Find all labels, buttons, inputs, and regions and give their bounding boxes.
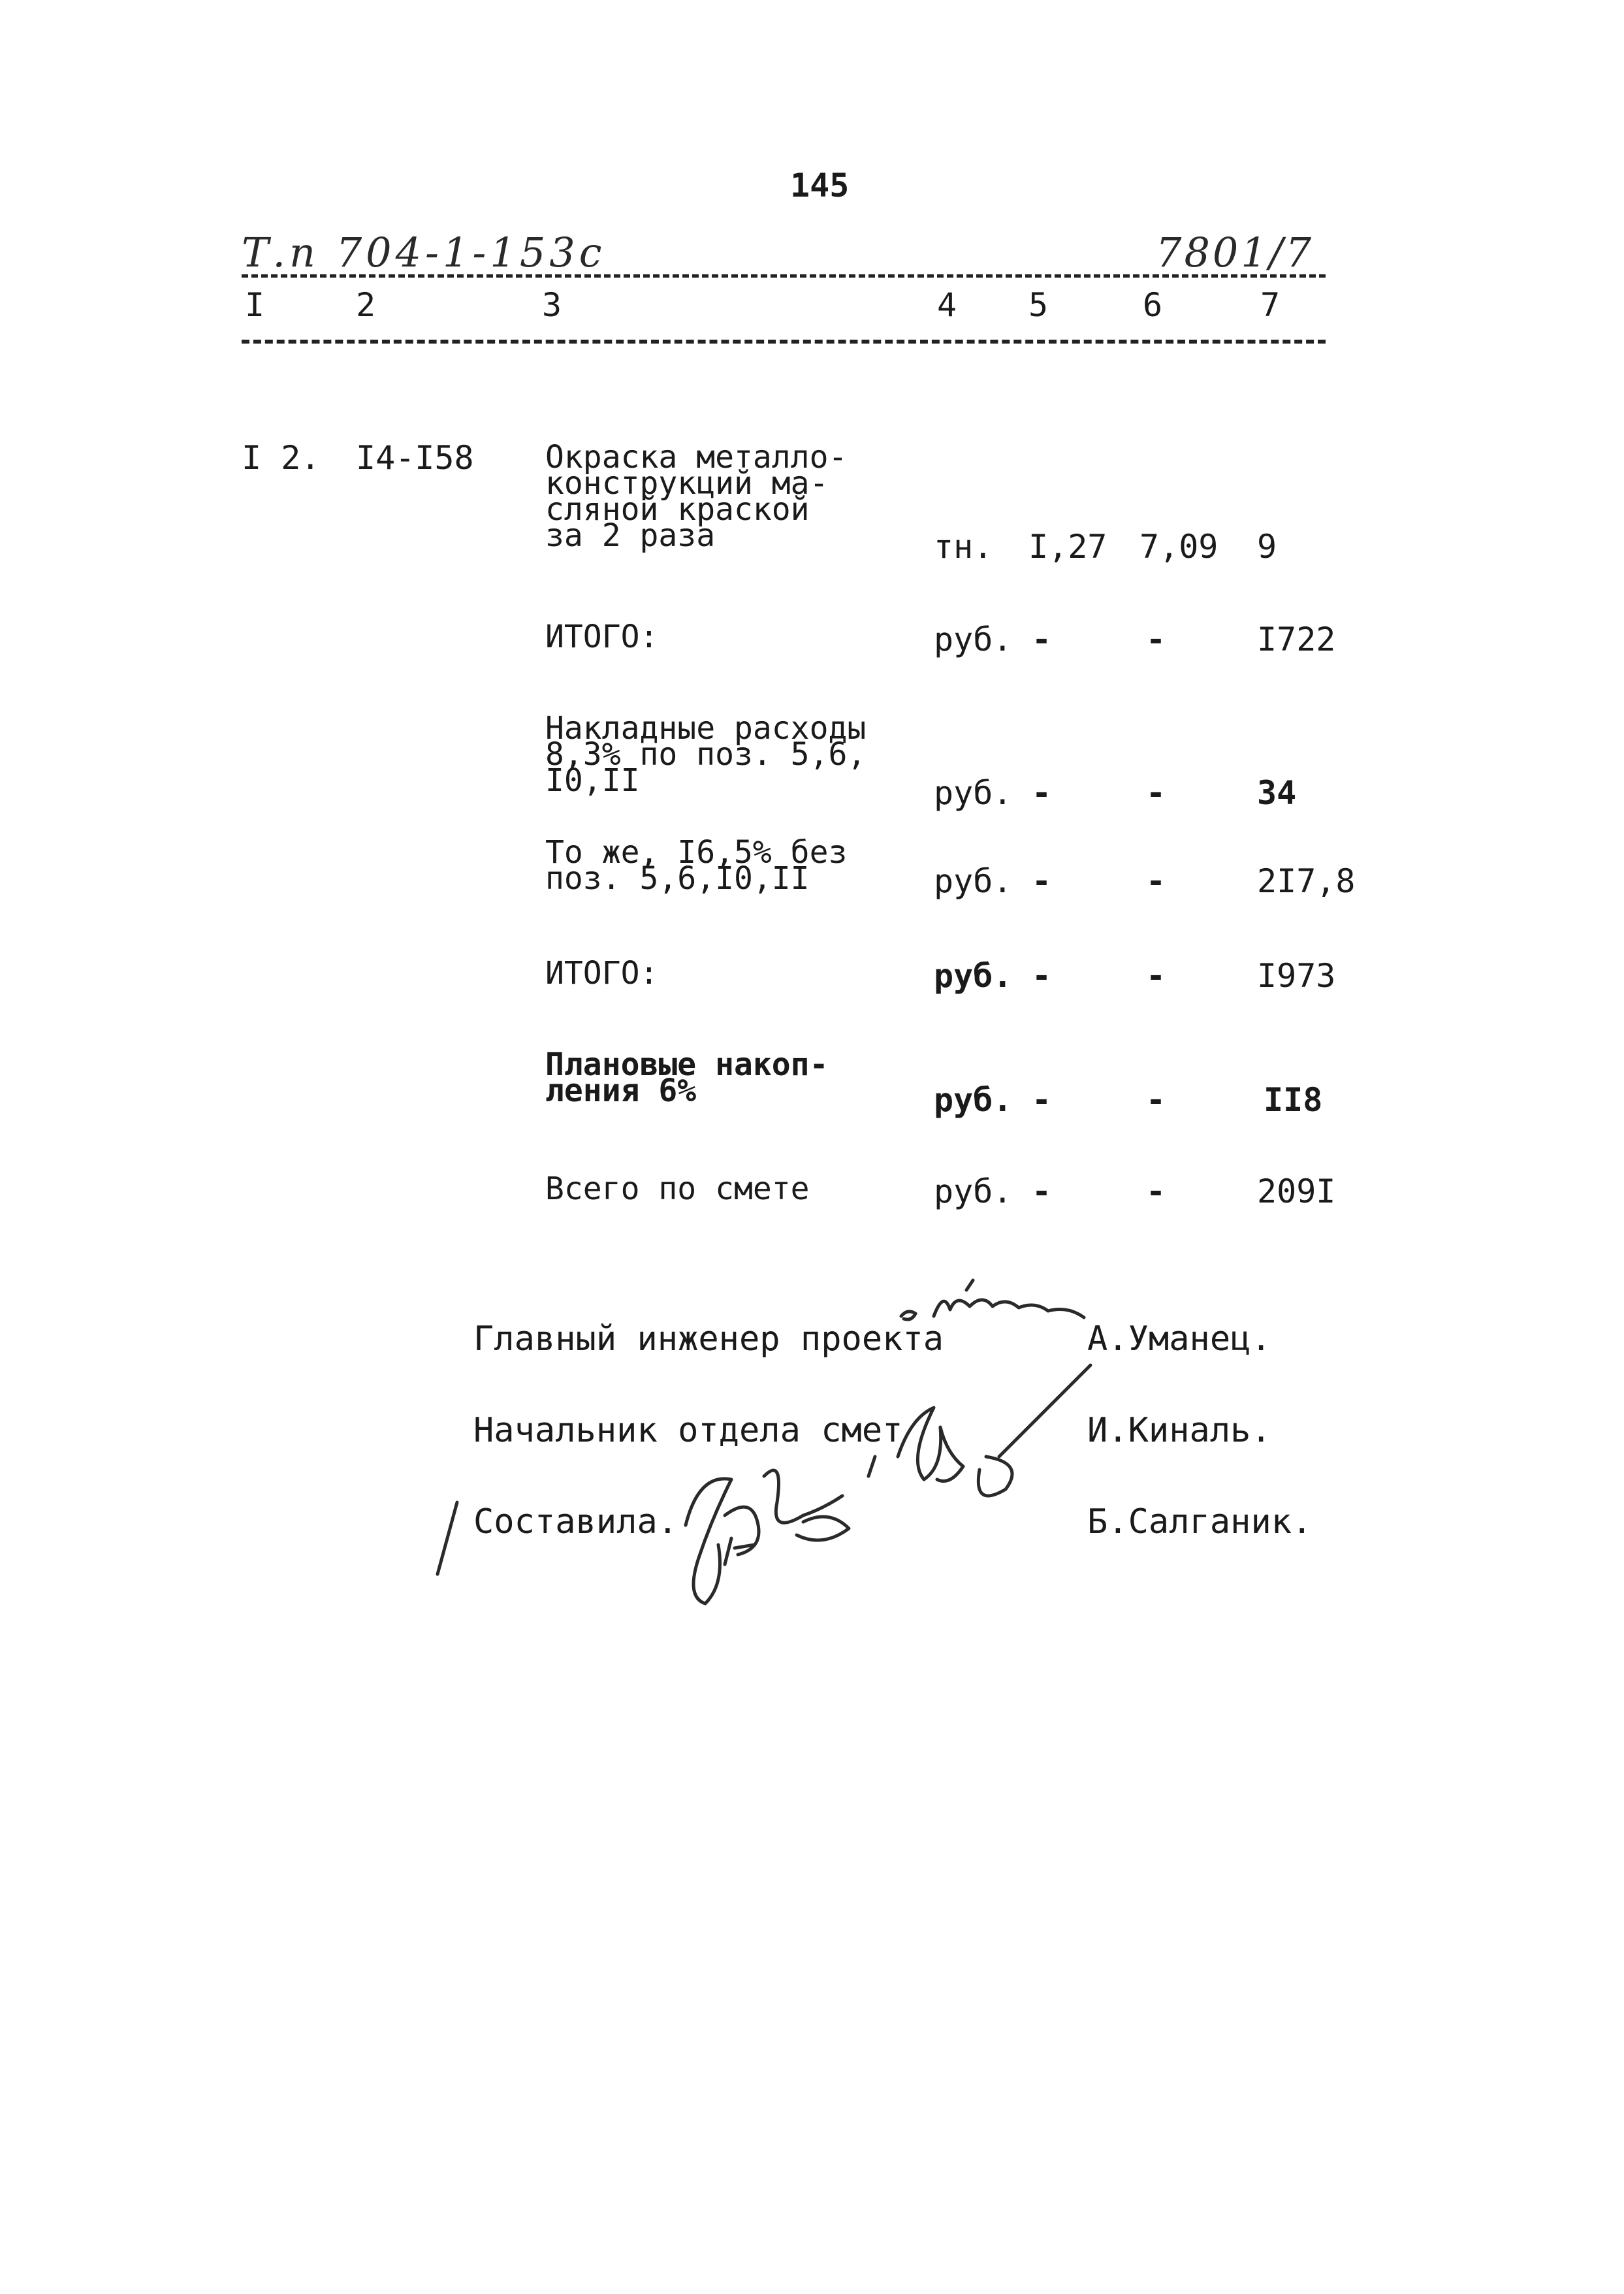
signature-name: Б.Салганик.: [1087, 1502, 1313, 1542]
summary-label: Накладные расходы: [545, 710, 867, 747]
summary-total: 34: [1257, 774, 1297, 812]
column-header-5: 5: [1028, 286, 1049, 324]
column-header-3: 3: [542, 286, 562, 324]
summary-label: поз. 5,6,I0,II: [545, 860, 810, 897]
signature-scribble-1: [901, 1280, 1084, 1319]
signature-role: Главный инженер проекта: [473, 1319, 944, 1359]
signature-role: Составила.: [473, 1502, 678, 1542]
summary-unit: руб.: [934, 621, 1013, 658]
entry-total: 9: [1257, 528, 1277, 566]
entry-description-line: за 2 раза: [545, 517, 716, 554]
signature-name: А.Уманец.: [1087, 1319, 1271, 1359]
summary-col5: -: [1032, 1081, 1052, 1119]
entry-description-line: конструкций ма-: [545, 465, 829, 502]
summary-col6: -: [1146, 1172, 1166, 1210]
summary-col6: -: [1146, 1081, 1166, 1119]
signature-scribble-3: [686, 1470, 849, 1604]
summary-total: II8: [1264, 1081, 1323, 1119]
column-header-1: I: [245, 286, 265, 324]
summary-col5: -: [1032, 774, 1052, 812]
summary-total: 2I7,8: [1257, 862, 1356, 900]
entry-code: I4-I58: [356, 439, 474, 477]
entry-description-line: Окраска металло-: [545, 439, 848, 476]
summary-unit: руб.: [934, 1172, 1013, 1210]
summary-label: ления 6%: [545, 1073, 697, 1109]
summary-label: ИТОГО:: [545, 619, 659, 655]
signature-role: Начальник отдела смет: [473, 1411, 903, 1450]
entry-description-line: сляной краской: [545, 491, 810, 528]
column-header-6: 6: [1143, 286, 1163, 324]
summary-col5: -: [1032, 957, 1052, 995]
summary-col5: -: [1032, 862, 1052, 900]
sheet-reference: 7801/7: [1156, 229, 1314, 276]
summary-col5: -: [1032, 1172, 1052, 1210]
summary-col6: -: [1146, 774, 1166, 812]
signature-scribble-2: [868, 1365, 1091, 1496]
summary-label: Плановые накоп-: [545, 1046, 829, 1083]
summary-unit: руб.: [934, 862, 1013, 900]
column-header-4: 4: [937, 286, 957, 324]
summary-label: I0,II: [545, 762, 640, 799]
entry-quantity: I,27: [1028, 528, 1107, 566]
signature-name: И.Киналь.: [1087, 1411, 1271, 1450]
entry-price: 7,09: [1139, 528, 1218, 566]
summary-unit: руб.: [934, 774, 1013, 812]
page-number: 145: [790, 167, 850, 204]
summary-label: Всего по смете: [545, 1171, 810, 1207]
document-reference: Т.п 704-1-153с: [242, 229, 606, 276]
summary-col6: -: [1146, 957, 1166, 995]
summary-col6: -: [1146, 621, 1166, 658]
summary-label: 8,3% по поз. 5,6,: [545, 736, 867, 773]
summary-col5: -: [1032, 621, 1052, 658]
summary-col6: -: [1146, 862, 1166, 900]
entry-unit: тн.: [934, 528, 993, 566]
column-header-7: 7: [1260, 286, 1281, 324]
summary-total: I722: [1257, 621, 1336, 658]
margin-slash: [438, 1502, 457, 1574]
summary-total: 209I: [1257, 1172, 1336, 1210]
summary-unit: руб.: [934, 1081, 1013, 1119]
summary-label: То же, I6,5% без: [545, 834, 848, 871]
summary-total: I973: [1257, 957, 1336, 995]
summary-unit: руб.: [934, 957, 1013, 995]
column-header-2: 2: [356, 286, 376, 324]
summary-label: ИТОГО:: [545, 955, 659, 992]
entry-number: I 2.: [242, 439, 321, 477]
